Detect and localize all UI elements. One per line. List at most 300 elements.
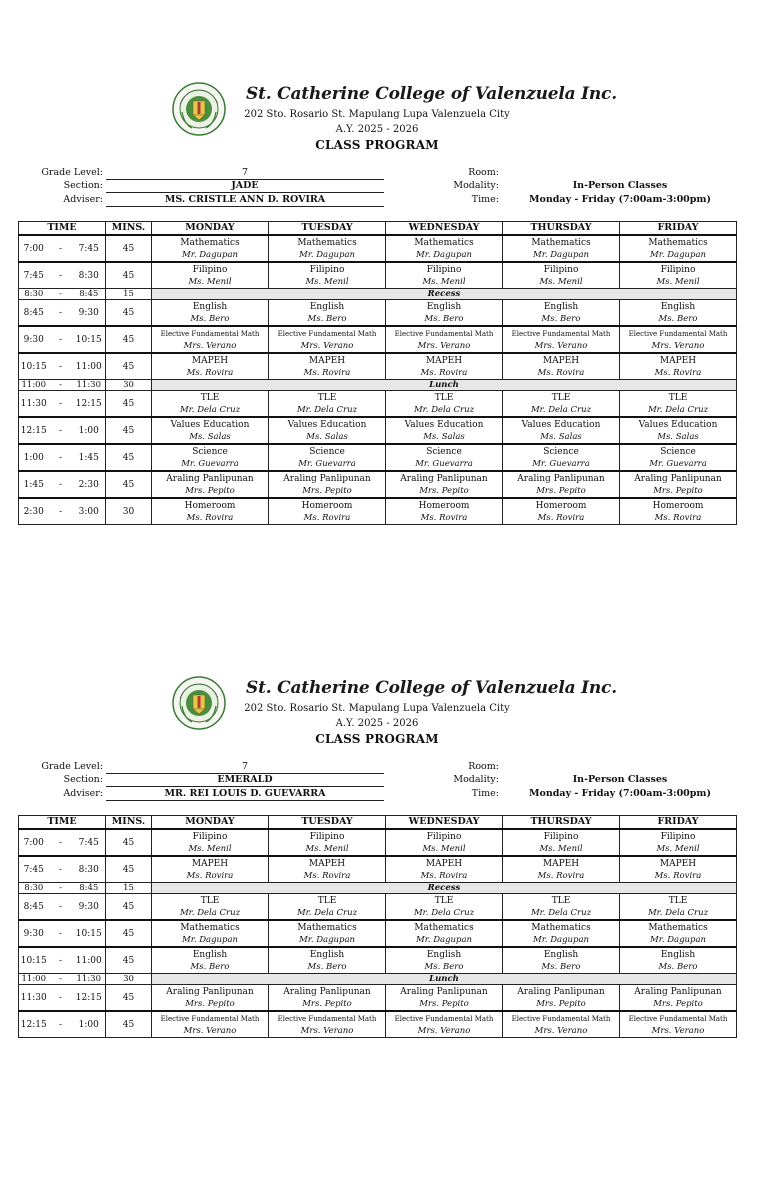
time-dash: -: [49, 235, 73, 262]
class-cell: [386, 444, 503, 471]
subject-name: Elective Fundamental Math: [394, 329, 494, 338]
class-cell: [152, 326, 269, 353]
school-address: 202 Sto. Rosario St. Mapulang Lupa Valenzuela City: [244, 109, 510, 120]
minutes: 45: [106, 829, 152, 856]
teacher-name: Mr. Dagupan: [181, 249, 239, 260]
mins-header: MINS.: [106, 222, 152, 236]
teacher-name: Mr. Dela Cruz: [647, 907, 709, 918]
end-time: 1:45: [73, 444, 106, 471]
class-cell: [620, 353, 737, 380]
class-cell: [386, 471, 503, 498]
class-cell: [152, 829, 269, 856]
class-cell: [269, 498, 386, 525]
class-cell: [620, 262, 737, 289]
teacher-name: Mr. Dagupan: [649, 934, 707, 945]
teacher-name: Mrs. Pepito: [653, 998, 703, 1009]
friday-header: FRIDAY: [620, 816, 737, 830]
subject-name: Filipino: [660, 264, 696, 275]
class-cell: [503, 894, 620, 921]
class-cell: [152, 947, 269, 974]
subject-name: Mathematics: [648, 237, 708, 248]
subject-name: Homeroom: [418, 500, 470, 511]
subject-name: TLE: [551, 392, 571, 403]
teacher-name: Mr. Guevarra: [532, 458, 590, 469]
teacher-name: Ms. Rovira: [654, 512, 702, 523]
class-cell: [503, 471, 620, 498]
teacher-name: Mr. Guevarra: [649, 458, 707, 469]
teacher-name: Mrs. Verano: [300, 1025, 354, 1036]
minutes: 45: [106, 417, 152, 444]
teacher-name: Mr. Dela Cruz: [179, 907, 241, 918]
subject-name: Elective Fundamental Math: [511, 1014, 611, 1023]
teacher-name: Ms. Menil: [422, 276, 466, 287]
start-time: 10:15: [19, 947, 49, 974]
adviser-label: Adviser:: [63, 194, 103, 205]
class-cell: [503, 262, 620, 289]
class-cell: [152, 856, 269, 883]
subject-name: English: [309, 949, 345, 960]
class-cell: [386, 1011, 503, 1038]
subject-name: Filipino: [309, 264, 345, 275]
start-time: 11:30: [19, 985, 49, 1012]
schedule-row: [19, 947, 737, 974]
class-cell: [503, 1011, 620, 1038]
teacher-name: Ms. Menil: [188, 843, 232, 854]
teacher-name: Ms. Rovira: [303, 870, 351, 881]
class-cell: [386, 947, 503, 974]
time-dash: -: [49, 444, 73, 471]
start-time: 1:45: [19, 471, 49, 498]
end-time: 11:00: [73, 947, 106, 974]
adviser-value: MS. CRISTLE ANN D. ROVIRA: [106, 194, 384, 207]
subject-name: Values Education: [521, 419, 601, 430]
schedule-row: [19, 498, 737, 525]
schedule-row: [19, 1011, 737, 1038]
teacher-name: Mrs. Verano: [417, 1025, 471, 1036]
teacher-name: Ms. Rovira: [186, 870, 234, 881]
subject-name: Science: [309, 446, 345, 457]
teacher-name: Mrs. Verano: [183, 1025, 237, 1036]
subject-name: Values Education: [638, 419, 718, 430]
subject-name: Filipino: [192, 831, 228, 842]
teacher-name: Mr. Dela Cruz: [647, 404, 709, 415]
teacher-name: Mr. Dela Cruz: [530, 404, 592, 415]
start-time: 1:00: [19, 444, 49, 471]
time-dash: -: [49, 894, 73, 921]
class-cell: [503, 920, 620, 947]
teacher-name: Ms. Rovira: [420, 512, 468, 523]
teacher-name: Ms. Bero: [190, 313, 230, 324]
subject-name: TLE: [317, 392, 337, 403]
start-time: 8:30: [19, 883, 49, 894]
teacher-name: Ms. Rovira: [537, 512, 585, 523]
grade-level-value: 7: [106, 167, 384, 180]
subject-name: Filipino: [309, 831, 345, 842]
subject-name: Araling Panlipunan: [400, 986, 488, 997]
start-time: 12:15: [19, 417, 49, 444]
minutes: 45: [106, 920, 152, 947]
subject-name: Values Education: [287, 419, 367, 430]
class-cell: [503, 829, 620, 856]
schedule-body: [19, 829, 737, 1038]
teacher-name: Ms. Menil: [539, 276, 583, 287]
teacher-name: Ms. Bero: [424, 313, 464, 324]
minutes: 45: [106, 444, 152, 471]
time-dash: -: [49, 498, 73, 525]
teacher-name: Ms. Bero: [658, 313, 698, 324]
subject-name: TLE: [317, 895, 337, 906]
teacher-name: Mrs. Verano: [534, 340, 588, 351]
minutes: 30: [106, 380, 152, 391]
time-dash: -: [49, 417, 73, 444]
class-cell: [620, 417, 737, 444]
subject-name: English: [660, 301, 696, 312]
end-time: 8:45: [73, 289, 106, 300]
minutes: 45: [106, 894, 152, 921]
end-time: 1:00: [73, 1011, 106, 1038]
teacher-name: Ms. Bero: [541, 313, 581, 324]
subject-name: English: [192, 949, 228, 960]
class-cell: [386, 894, 503, 921]
teacher-name: Mr. Dagupan: [415, 249, 473, 260]
class-cell: [503, 856, 620, 883]
subject-name: English: [660, 949, 696, 960]
minutes: 30: [106, 974, 152, 985]
subject-name: TLE: [434, 895, 454, 906]
schedule-row: [19, 391, 737, 418]
end-time: 11:30: [73, 380, 106, 391]
teacher-name: Mrs. Pepito: [419, 998, 469, 1009]
teacher-name: Mrs. Verano: [417, 340, 471, 351]
friday-header: FRIDAY: [620, 222, 737, 236]
room-label: Room:: [468, 761, 499, 772]
subject-name: Science: [660, 446, 696, 457]
subject-name: Mathematics: [414, 922, 474, 933]
subject-name: TLE: [551, 895, 571, 906]
room-value: [505, 761, 735, 773]
schedule-row: [19, 417, 737, 444]
time-dash: -: [49, 262, 73, 289]
subject-name: Filipino: [192, 264, 228, 275]
start-time: 7:45: [19, 856, 49, 883]
class-cell: [503, 947, 620, 974]
minutes: 45: [106, 391, 152, 418]
time-dash: -: [49, 829, 73, 856]
subject-name: English: [309, 301, 345, 312]
class-cell: [503, 235, 620, 262]
schedule-table: [18, 815, 737, 1038]
teacher-name: Ms. Menil: [539, 843, 583, 854]
break-row: [19, 883, 737, 894]
teacher-name: Mr. Dela Cruz: [530, 907, 592, 918]
teacher-name: Mr. Dela Cruz: [296, 907, 358, 918]
teacher-name: Mrs. Verano: [300, 340, 354, 351]
start-time: 7:45: [19, 262, 49, 289]
thursday-header: THURSDAY: [503, 816, 620, 830]
class-cell: [620, 1011, 737, 1038]
time-dash: -: [49, 380, 73, 391]
room-value: [505, 167, 735, 179]
modality-label: Modality:: [453, 774, 499, 785]
subject-name: Homeroom: [652, 500, 704, 511]
class-cell: [269, 471, 386, 498]
class-cell: [620, 326, 737, 353]
break-row: [19, 974, 737, 985]
subject-name: English: [543, 301, 579, 312]
schedule-row: [19, 262, 737, 289]
time-dash: -: [49, 920, 73, 947]
subject-name: Elective Fundamental Math: [394, 1014, 494, 1023]
class-cell: [386, 856, 503, 883]
teacher-name: Mr. Dagupan: [532, 249, 590, 260]
minutes: 45: [106, 947, 152, 974]
class-cell: [386, 829, 503, 856]
teacher-name: Ms. Menil: [305, 276, 349, 287]
grade-level-label: Grade Level:: [41, 167, 103, 178]
break-label: Lunch: [152, 380, 737, 391]
subject-name: Filipino: [426, 831, 462, 842]
teacher-name: Mrs. Pepito: [185, 485, 235, 496]
subject-name: English: [426, 301, 462, 312]
end-time: 7:45: [73, 235, 106, 262]
time-header: TIME: [19, 816, 106, 830]
class-cell: [620, 829, 737, 856]
subject-name: Mathematics: [531, 922, 591, 933]
adviser-value: MR. REI LOUIS D. GUEVARRA: [106, 788, 384, 801]
start-time: 11:00: [19, 380, 49, 391]
teacher-name: Mr. Dela Cruz: [413, 404, 475, 415]
start-time: 11:30: [19, 391, 49, 418]
class-cell: [269, 894, 386, 921]
class-cell: [386, 300, 503, 327]
teacher-name: Mrs. Pepito: [185, 998, 235, 1009]
subject-name: Mathematics: [414, 237, 474, 248]
schedule-body: [19, 235, 737, 525]
subject-name: MAPEH: [659, 355, 697, 366]
teacher-name: Ms. Bero: [307, 961, 347, 972]
class-cell: [503, 353, 620, 380]
end-time: 10:15: [73, 326, 106, 353]
academic-year: A.Y. 2025 - 2026: [335, 124, 419, 135]
teacher-name: Ms. Rovira: [303, 512, 351, 523]
class-cell: [269, 444, 386, 471]
teacher-name: Mr. Dela Cruz: [413, 907, 475, 918]
program-info: [0, 167, 768, 211]
teacher-name: Mrs. Verano: [651, 340, 705, 351]
break-row: [19, 380, 737, 391]
subject-name: MAPEH: [425, 858, 463, 869]
time-dash: -: [49, 289, 73, 300]
subject-name: English: [192, 301, 228, 312]
time-dash: -: [49, 300, 73, 327]
subject-name: Mathematics: [297, 922, 357, 933]
teacher-name: Mr. Dagupan: [649, 249, 707, 260]
class-cell: [386, 417, 503, 444]
subject-name: TLE: [200, 895, 220, 906]
start-time: 11:00: [19, 974, 49, 985]
teacher-name: Ms. Bero: [307, 313, 347, 324]
minutes: 45: [106, 300, 152, 327]
minutes: 45: [106, 985, 152, 1012]
monday-header: MONDAY: [152, 222, 269, 236]
class-cell: [152, 985, 269, 1012]
end-time: 8:30: [73, 262, 106, 289]
subject-name: Araling Panlipunan: [166, 986, 254, 997]
schedule-row: [19, 326, 737, 353]
teacher-name: Mrs. Pepito: [302, 998, 352, 1009]
subject-name: Filipino: [543, 831, 579, 842]
end-time: 1:00: [73, 417, 106, 444]
schedule-row: [19, 829, 737, 856]
end-time: 2:30: [73, 471, 106, 498]
class-cell: [620, 471, 737, 498]
class-cell: [620, 894, 737, 921]
end-time: 11:00: [73, 353, 106, 380]
subject-name: Mathematics: [180, 237, 240, 248]
class-cell: [269, 300, 386, 327]
schedule-table: [18, 221, 737, 525]
teacher-name: Mrs. Pepito: [302, 485, 352, 496]
subject-name: Homeroom: [301, 500, 353, 511]
teacher-name: Mr. Dagupan: [298, 249, 356, 260]
subject-name: Araling Panlipunan: [517, 986, 605, 997]
tuesday-header: TUESDAY: [269, 816, 386, 830]
class-cell: [620, 235, 737, 262]
teacher-name: Mr. Dagupan: [415, 934, 473, 945]
class-cell: [620, 985, 737, 1012]
class-cell: [269, 326, 386, 353]
school-address: 202 Sto. Rosario St. Mapulang Lupa Valenzuela City: [244, 703, 510, 714]
subject-name: Science: [426, 446, 462, 457]
teacher-name: Ms. Menil: [305, 843, 349, 854]
subject-name: Homeroom: [535, 500, 587, 511]
minutes: 45: [106, 235, 152, 262]
subject-name: MAPEH: [542, 355, 580, 366]
thursday-header: THURSDAY: [503, 222, 620, 236]
subject-name: MAPEH: [191, 355, 229, 366]
class-cell: [152, 300, 269, 327]
teacher-name: Mrs. Verano: [651, 1025, 705, 1036]
end-time: 12:15: [73, 391, 106, 418]
subject-name: Elective Fundamental Math: [277, 1014, 377, 1023]
time-dash: -: [49, 1011, 73, 1038]
subject-name: Elective Fundamental Math: [160, 329, 260, 338]
class-cell: [152, 417, 269, 444]
class-cell: [152, 444, 269, 471]
subject-name: Filipino: [543, 264, 579, 275]
time-dash: -: [49, 985, 73, 1012]
grade-level-label: Grade Level:: [41, 761, 103, 772]
monday-header: MONDAY: [152, 816, 269, 830]
subject-name: Araling Panlipunan: [634, 986, 722, 997]
class-cell: [386, 326, 503, 353]
class-cell: [269, 1011, 386, 1038]
subject-name: Araling Panlipunan: [166, 473, 254, 484]
class-cell: [269, 985, 386, 1012]
class-cell: [620, 391, 737, 418]
start-time: 10:15: [19, 353, 49, 380]
class-cell: [503, 417, 620, 444]
tuesday-header: TUESDAY: [269, 222, 386, 236]
teacher-name: Ms. Rovira: [186, 512, 234, 523]
teacher-name: Ms. Rovira: [537, 870, 585, 881]
subject-name: Values Education: [404, 419, 484, 430]
subject-name: English: [543, 949, 579, 960]
schedule-row: [19, 920, 737, 947]
class-cell: [386, 498, 503, 525]
class-cell: [269, 235, 386, 262]
minutes: 15: [106, 883, 152, 894]
start-time: 7:00: [19, 829, 49, 856]
teacher-name: Ms. Salas: [540, 431, 582, 442]
teacher-name: Mr. Dela Cruz: [296, 404, 358, 415]
end-time: 9:30: [73, 300, 106, 327]
subject-name: MAPEH: [425, 355, 463, 366]
class-program-page: [0, 594, 768, 1188]
start-time: 8:45: [19, 894, 49, 921]
subject-name: Elective Fundamental Math: [628, 1014, 728, 1023]
teacher-name: Mrs. Pepito: [419, 485, 469, 496]
class-cell: [503, 326, 620, 353]
subject-name: MAPEH: [542, 858, 580, 869]
subject-name: TLE: [668, 392, 688, 403]
subject-name: English: [426, 949, 462, 960]
class-cell: [386, 391, 503, 418]
teacher-name: Ms. Rovira: [420, 367, 468, 378]
schedule-header: [19, 222, 737, 236]
teacher-name: Ms. Menil: [656, 276, 700, 287]
subject-name: Science: [192, 446, 228, 457]
time-value: Monday - Friday (7:00am-3:00pm): [529, 194, 711, 205]
class-cell: [152, 894, 269, 921]
schedule-row: [19, 471, 737, 498]
subject-name: Filipino: [660, 831, 696, 842]
class-cell: [269, 920, 386, 947]
subject-name: Filipino: [426, 264, 462, 275]
subject-name: TLE: [668, 895, 688, 906]
teacher-name: Mrs. Pepito: [536, 485, 586, 496]
section-value: EMERALD: [106, 774, 384, 787]
class-cell: [620, 920, 737, 947]
class-cell: [620, 947, 737, 974]
class-cell: [152, 235, 269, 262]
start-time: 9:30: [19, 920, 49, 947]
schedule-row: [19, 353, 737, 380]
class-cell: [269, 262, 386, 289]
teacher-name: Ms. Rovira: [654, 870, 702, 881]
minutes: 45: [106, 326, 152, 353]
time-dash: -: [49, 883, 73, 894]
teacher-name: Ms. Rovira: [420, 870, 468, 881]
teacher-name: Ms. Bero: [658, 961, 698, 972]
end-time: 7:45: [73, 829, 106, 856]
time-header: TIME: [19, 222, 106, 236]
class-cell: [620, 300, 737, 327]
subject-name: Homeroom: [184, 500, 236, 511]
subject-name: Elective Fundamental Math: [277, 329, 377, 338]
subject-name: MAPEH: [191, 858, 229, 869]
school-name: St. Catherine College of Valenzuela Inc.: [246, 678, 617, 698]
room-label: Room:: [468, 167, 499, 178]
end-time: 3:00: [73, 498, 106, 525]
modality-value: In-Person Classes: [572, 774, 668, 785]
subject-name: Araling Panlipunan: [634, 473, 722, 484]
subject-name: Elective Fundamental Math: [160, 1014, 260, 1023]
start-time: 12:15: [19, 1011, 49, 1038]
mins-header: MINS.: [106, 816, 152, 830]
teacher-name: Ms. Salas: [657, 431, 699, 442]
class-cell: [386, 920, 503, 947]
